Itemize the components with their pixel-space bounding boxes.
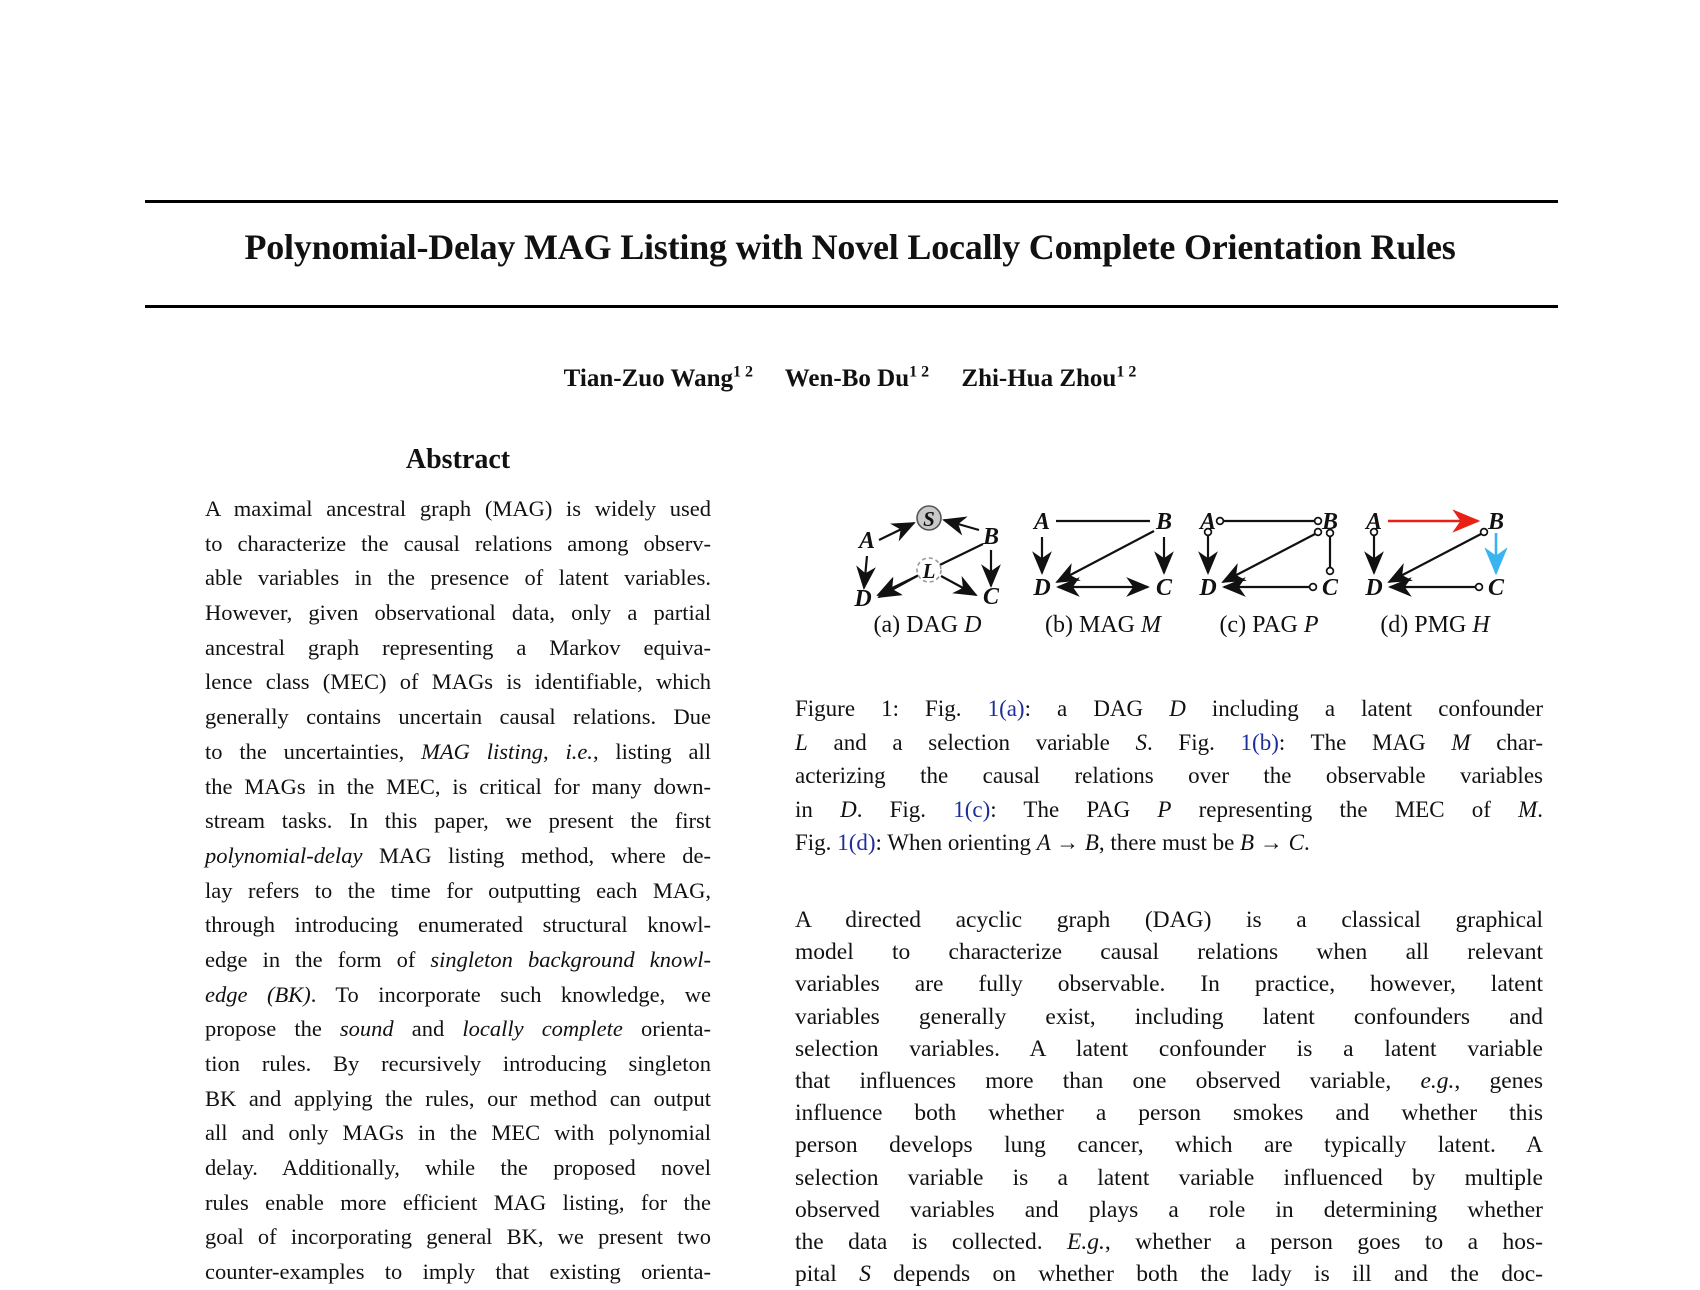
text-segment: , whether a person goes to a hos- [1104, 1228, 1543, 1255]
text-segment: , [542, 738, 566, 764]
node-label-A: A [858, 528, 876, 554]
abstract-heading: Abstract [405, 444, 511, 475]
text-segment: MAG listing [421, 738, 543, 764]
text-segment: influence both whether a person smokes and whether this [795, 1100, 1543, 1127]
text-segment: that influences more than one observed variable, [795, 1067, 1421, 1094]
text-segment: (b) MAG [1045, 612, 1141, 638]
text-segment: A maximal ancestral graph (MAG) is widely used [205, 496, 711, 521]
subcaption-c [1194, 612, 1344, 639]
text-segment: H [1472, 612, 1490, 638]
text-line [205, 735, 711, 770]
text-segment: lence class (MEC) of MAGs is identifiable, which [205, 669, 711, 695]
text-segment: delay. Additionally, while the proposed novel [205, 1155, 711, 1181]
text-line [205, 908, 711, 943]
text-line [205, 978, 711, 1013]
text-line [205, 1151, 711, 1186]
text-line [795, 692, 1543, 726]
text-segment: acterizing the causal relations over the observable variables [795, 763, 1543, 788]
subcaption-b [1028, 612, 1178, 639]
node-label-C: C [1155, 575, 1173, 599]
node-label-A: A [1365, 509, 1383, 535]
text-segment: observed variables and plays a role in determining whether [795, 1196, 1543, 1223]
author-affiliation-sup: 1 2 [1116, 364, 1137, 381]
text-segment: D [840, 796, 857, 822]
text-line [205, 1220, 711, 1255]
text-segment: (a) DAG [873, 612, 965, 638]
text-line [205, 1116, 711, 1151]
figure-ref-link[interactable]: 1(b) [1240, 729, 1279, 755]
text-segment: edge in the form of [205, 946, 431, 972]
text-line [205, 561, 711, 596]
text-segment: MAG listing method, where de- [362, 842, 711, 868]
text-line [795, 904, 1543, 936]
subfigure-a-dag [845, 496, 1010, 608]
text-segment: S [859, 1261, 871, 1288]
node-label-L: L [922, 559, 936, 583]
author-name: Wen-Bo $Du^{1 2}$ [784, 364, 930, 393]
text-segment: lay refers to the time for outputting each MAG, [205, 877, 711, 903]
text-segment: polynomial-delay [205, 842, 363, 868]
text-segment: generally contains uncertain causal relations. Due [205, 704, 711, 730]
text-line [795, 1226, 1543, 1258]
text-line [795, 826, 1543, 860]
node-label-B: B [1321, 509, 1339, 535]
text-line [205, 1012, 711, 1047]
text-line [795, 1194, 1543, 1226]
text-segment: char- [1470, 729, 1543, 755]
text-segment: selection variable is a latent variable influenced by multiple [795, 1164, 1543, 1191]
author-name: Zhi-Hua Zhou$^{1 2}$ [961, 364, 1137, 393]
text-segment: propose the [205, 1016, 340, 1042]
text-segment: P [1157, 796, 1172, 822]
text-line [795, 1162, 1543, 1194]
text-line [205, 1255, 711, 1290]
body-text [795, 904, 1543, 1290]
node-label-S: S [923, 507, 935, 531]
node-label-D: D [1033, 575, 1051, 599]
text-line [205, 631, 711, 666]
page-title: Polynomial-Delay MAG Listing with Novel Locally Complete Orientation Rules [244, 227, 1456, 267]
text-segment: the data is collected. [795, 1228, 1068, 1255]
header-rule-top [145, 200, 1558, 203]
text-line [795, 1065, 1543, 1097]
text-segment: representing the MEC of [1171, 796, 1519, 822]
text-segment: model to characterize causal relations when all relevant [795, 939, 1543, 966]
node-label-D: D [1199, 575, 1217, 599]
node-label-B: B [1155, 509, 1173, 535]
text-line [205, 804, 711, 839]
text-segment: . Fig. [1146, 729, 1241, 755]
text-segment: person develops lung cancer, which are typically latent. A [795, 1132, 1543, 1159]
text-segment: rules enable more efficient MAG listing, for the [205, 1189, 711, 1215]
subcaption-a [845, 612, 1010, 639]
text-line [205, 492, 711, 527]
figure-1-caption [795, 692, 1543, 860]
text-segment: . [1537, 796, 1543, 822]
text-line [795, 1097, 1543, 1129]
figure-ref-link[interactable]: 1(d) [837, 830, 876, 855]
text-segment: E.g. [1067, 1228, 1105, 1255]
figure-ref-link[interactable]: 1(c) [953, 796, 991, 822]
text-segment: (d) PMG [1380, 612, 1473, 638]
node-label-C: C [1321, 575, 1339, 599]
text-line [205, 770, 711, 805]
node-label-B: B [1487, 509, 1505, 535]
node-label-A: A [1033, 509, 1051, 535]
text-segment: orienta- [622, 1016, 711, 1042]
text-segment: A directed acyclic graph (DAG) is a classical graphical [795, 907, 1543, 933]
text-segment: : The MAG [1278, 729, 1452, 755]
text-segment: variables are fully observable. In practice, however, latent [795, 971, 1543, 998]
subfigure-c-pag [1194, 503, 1344, 599]
text-line [205, 665, 711, 700]
text-line [795, 793, 1543, 827]
text-segment: e.g. [1420, 1067, 1455, 1094]
text-segment: pital [795, 1261, 860, 1288]
node-label-C: C [1487, 575, 1505, 599]
text-segment: (c) PAG [1219, 612, 1304, 638]
text-line [205, 1082, 711, 1117]
text-line [205, 700, 711, 735]
text-segment: depends on whether both the lady is ill and the doc- [870, 1261, 1543, 1288]
text-segment: the MAGs in the MEC, is critical for many down- [205, 773, 711, 799]
text-segment: to the uncertainties, [205, 738, 422, 764]
text-segment: sound [339, 1016, 394, 1042]
text-segment: . To incorporate such knowledge, we [310, 981, 711, 1007]
text-segment: M [1518, 796, 1538, 822]
text-segment: Figure 1: Fig. [795, 696, 988, 721]
text-line [205, 943, 711, 978]
text-segment: ancestral graph representing a Markov equiva- [205, 634, 711, 660]
text-segment: M [1451, 729, 1471, 755]
text-line [205, 839, 711, 874]
abstract-text [205, 492, 711, 1290]
text-segment: A → B [1036, 830, 1099, 855]
text-segment: tion rules. By recursively introducing singleton [205, 1051, 711, 1076]
text-line [205, 1186, 711, 1221]
text-segment: : When orienting [875, 830, 1037, 855]
text-segment: M [1141, 612, 1161, 638]
text-segment: i.e. [565, 738, 593, 764]
node-label-B: B [982, 524, 1000, 550]
header-rule-bottom [145, 305, 1558, 308]
author-line [150, 364, 1550, 393]
text-segment: D [964, 612, 982, 638]
text-line [795, 968, 1543, 1000]
text-line [205, 527, 711, 562]
text-line [795, 1258, 1543, 1290]
text-segment: edge (BK) [205, 981, 311, 1007]
text-segment: goal of incorporating general BK, we present two [205, 1224, 711, 1250]
text-segment: , there must be [1098, 830, 1241, 855]
text-segment: . Fig. [856, 796, 954, 822]
text-segment: and [393, 1016, 463, 1042]
text-line [205, 1047, 711, 1082]
author-affiliation-sup: 1 2 [909, 364, 930, 381]
text-segment: , genes [1454, 1067, 1543, 1094]
text-segment: singleton background knowl- [430, 946, 711, 972]
text-segment: B → C [1240, 830, 1304, 855]
subfigure-d-pmg [1360, 503, 1510, 599]
text-segment: stream tasks. In this paper, we present the first [205, 808, 711, 834]
text-segment: D [1169, 696, 1186, 721]
text-segment: . [1303, 830, 1310, 855]
text-segment: to characterize the causal relations among observ- [205, 530, 711, 556]
figure-ref-link[interactable]: 1(a) [987, 696, 1025, 721]
text-segment: able variables in the presence of latent variables. [205, 565, 711, 591]
author-affiliation-sup: 1 2 [732, 364, 753, 381]
node-label-A: A [1199, 509, 1217, 535]
text-segment: S [1135, 729, 1147, 755]
text-segment: P [1303, 612, 1319, 638]
text-segment: counter-examples to imply that existing orienta- [205, 1259, 711, 1285]
text-segment: Fig. [795, 830, 838, 855]
node-label-C: C [982, 584, 1000, 608]
text-segment: all and only MAGs in the MEC with polynomial [205, 1120, 711, 1146]
text-segment: variables generally exist, including latent confounders and [795, 1003, 1543, 1030]
author-name: Tian-Zuo Wang$^{1 2}$ [563, 364, 753, 393]
text-segment: : a DAG [1024, 696, 1170, 721]
text-line [795, 759, 1543, 793]
subfigure-b-mag [1028, 503, 1178, 599]
text-line [205, 596, 711, 631]
node-label-D: D [1365, 575, 1383, 599]
text-segment: However, given observational data, only a partial [205, 600, 711, 626]
text-segment: including a latent confounder [1185, 696, 1543, 721]
text-segment: in [795, 796, 841, 822]
text-segment: , listing all [592, 738, 712, 764]
text-line [795, 1033, 1543, 1065]
text-segment: locally complete [462, 1016, 623, 1042]
text-line [795, 1129, 1543, 1161]
text-line [795, 726, 1543, 760]
text-segment: selection variables. A latent confounder is a latent variable [795, 1035, 1543, 1062]
node-label-D: D [854, 586, 872, 608]
text-segment: and a selection variable [807, 729, 1136, 755]
text-line [795, 1001, 1543, 1033]
text-segment: L [795, 729, 808, 755]
subcaption-d [1360, 612, 1510, 639]
text-segment: : The PAG [990, 796, 1158, 822]
text-segment: through introducing enumerated structural knowl- [205, 912, 711, 938]
text-line [795, 936, 1543, 968]
text-line [205, 874, 711, 909]
text-segment: BK and applying the rules, our method can output [205, 1085, 711, 1111]
